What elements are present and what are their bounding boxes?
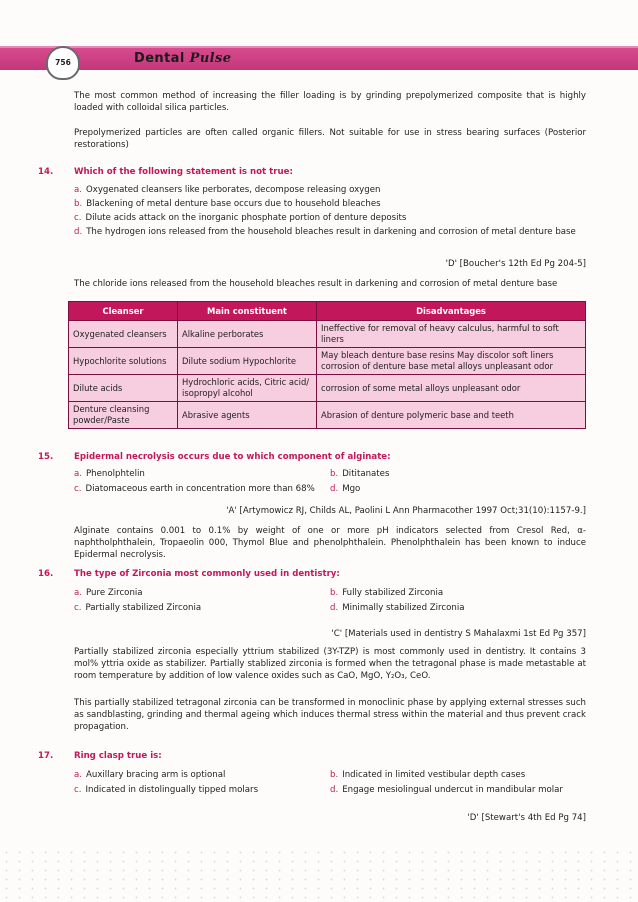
q14-question: Which of the following statement is not true: (74, 167, 293, 177)
q14-option-b (74, 198, 381, 210)
table-row (69, 348, 586, 375)
option-text: Indicated in distolingually tipped molars (85, 785, 259, 795)
option-text: Indicated in limited vestibular depth cases (342, 770, 526, 780)
option-text: Phenolphtelin (86, 469, 145, 479)
table-row (69, 375, 586, 402)
q16-question: The type of Zirconia most commonly used in dentistry: (74, 569, 340, 579)
q17-option-c (74, 784, 258, 796)
table-cell: Hydrochloric acids, Citric acid/ isopropyl alcohol (178, 375, 317, 402)
table-header-cleanser: Cleanser (69, 302, 178, 321)
q16-option-b (330, 587, 443, 599)
q17-number: 17. (38, 751, 54, 761)
table-cell: Abrasive agents (178, 402, 317, 429)
option-letter: d. (330, 785, 339, 795)
option-text: Minimally stabilized Zirconia (342, 603, 465, 613)
q15-number: 15. (38, 452, 54, 462)
table-cell: May bleach denture base resins May discolor soft liners corrosion of denture base metal alloys unpleasant odor (317, 348, 586, 375)
q15-option-c (74, 483, 315, 495)
table-cell: corrosion of some metal alloys unpleasant odor (317, 375, 586, 402)
q16-option-d (330, 602, 464, 614)
q17-option-d (330, 784, 563, 796)
option-letter: c. (74, 484, 82, 494)
q17-question: Ring clasp true is: (74, 751, 162, 761)
option-text: The hydrogen ions released from the household bleaches result in darkening and corrosion of metal denture base (86, 227, 576, 237)
option-text: Pure Zirconia (86, 588, 143, 598)
option-text: Partially stabilized Zirconia (85, 603, 202, 613)
option-text: Auxillary bracing arm is optional (86, 770, 226, 780)
table-header-disadvantages: Disadvantages (317, 302, 586, 321)
q16-option-c (74, 602, 201, 614)
table-cell: Dilute sodium Hypochlorite (178, 348, 317, 375)
option-text: Dititanates (342, 469, 390, 479)
option-letter: c. (74, 603, 82, 613)
table-header-row (69, 302, 586, 321)
q17-option-a (74, 769, 225, 781)
page-number: 756 (55, 58, 71, 67)
table-cell: Abrasion of denture polymeric base and teeth (317, 402, 586, 429)
option-text: Diatomaceous earth in concentration more than 68% (85, 484, 315, 494)
q16-explanation-2: This partially stabilized tetragonal zirconia can be transformed in monoclinic phase by applying external stresses such as sandblasting, grinding and thermal ageing which induces thermal stress within the material and thus prevent crack propagation. (74, 698, 586, 733)
q16-reference: 'C' [Materials used in dentistry S Mahalaxmi 1st Ed Pg 357] (331, 629, 586, 639)
table-cell: Dilute acids (69, 375, 178, 402)
option-letter: c. (74, 213, 82, 223)
table-cell: Ineffective for removal of heavy calculus, harmful to soft liners (317, 321, 586, 348)
tooth-icon (46, 46, 80, 80)
option-letter: b. (330, 588, 339, 598)
q15-option-a (74, 468, 145, 480)
q16-explanation-1: Partially stabilized zirconia especially yttrium stabilized (3Y-TZP) is most commonly used in dentistry. It contains 3 mol% yttria oxide as stabilizer. Partially stablized zirconia is formed when the tetragonal phase is made metastable at room temperature by addition of low valence oxides such as CaO, MgO, Y₂O₃, CeO. (74, 647, 586, 682)
option-text: Engage mesiolingual undercut in mandibular molar (342, 785, 563, 795)
q15-option-d (330, 483, 360, 495)
option-text: Oxygenated cleansers like perborates, decompose releasing oxygen (86, 185, 381, 195)
q15-option-b (330, 468, 389, 480)
q14-option-a (74, 184, 380, 196)
q15-question: Epidermal necrolysis occurs due to which component of alginate: (74, 452, 391, 462)
q14-reference: 'D' [Boucher's 12th Ed Pg 204-5] (445, 259, 586, 269)
option-letter: d. (330, 484, 339, 494)
table-cell: Alkaline perborates (178, 321, 317, 348)
cleanser-table (68, 301, 586, 429)
q17-reference: 'D' [Stewart's 4th Ed Pg 74] (467, 813, 586, 823)
table-row (69, 321, 586, 348)
option-text: Dilute acids attack on the inorganic phosphate portion of denture deposits (85, 213, 407, 223)
option-letter: a. (74, 185, 82, 195)
option-letter: d. (330, 603, 339, 613)
intro-paragraph-1: The most common method of increasing the filler loading is by grinding prepolymerized composite that is highly loaded with colloidal silica particles. (74, 91, 586, 114)
scan-noise-decoration (0, 848, 638, 902)
intro-paragraph-2: Prepolymerized particles are often called organic fillers. Not suitable for use in stress bearing surfaces (Posterior restorations) (74, 128, 586, 151)
option-text: Mgo (342, 484, 361, 494)
q16-option-a (74, 587, 143, 599)
option-letter: b. (74, 199, 83, 209)
journal-title (134, 51, 231, 66)
option-letter: a. (74, 469, 82, 479)
table-row (69, 402, 586, 429)
table-header-constituent: Main constituent (178, 302, 317, 321)
q14-number: 14. (38, 167, 54, 177)
option-letter: a. (74, 588, 82, 598)
q14-explanation: The chloride ions released from the household bleaches result in darkening and corrosion of metal denture base (74, 279, 558, 289)
q15-explanation: Alginate contains 0.001 to 0.1% by weight of one or more pH indicators selected from Cresol Red, α-naphtholphthalein, Tropaeolin 000, Thymol Blue and phenolphthalein. Phenolphthalein has been known to induce Epidermal necrolysis. (74, 526, 586, 561)
q17-option-b (330, 769, 525, 781)
table-cell: Denture cleansing powder/Paste (69, 402, 178, 429)
option-letter: d. (74, 227, 83, 237)
option-text: Blackening of metal denture base occurs due to household bleaches (86, 199, 381, 209)
header-band (0, 48, 638, 70)
option-letter: a. (74, 770, 82, 780)
option-text: Fully stabilized Zirconia (342, 588, 444, 598)
journal-title-script: Pulse (189, 51, 232, 66)
q16-number: 16. (38, 569, 54, 579)
option-letter: c. (74, 785, 82, 795)
q14-option-d (74, 226, 576, 238)
option-letter: b. (330, 770, 339, 780)
q14-option-c (74, 212, 406, 224)
option-letter: b. (330, 469, 339, 479)
table-cell: Hypochlorite solutions (69, 348, 178, 375)
journal-title-main: Dental (134, 51, 185, 66)
q15-reference: 'A' [Artymowicz RJ, Childs AL, Paolini L Ann Pharmacother 1997 Oct;31(10):1157-9.] (226, 506, 586, 516)
table-cell: Oxygenated cleansers (69, 321, 178, 348)
